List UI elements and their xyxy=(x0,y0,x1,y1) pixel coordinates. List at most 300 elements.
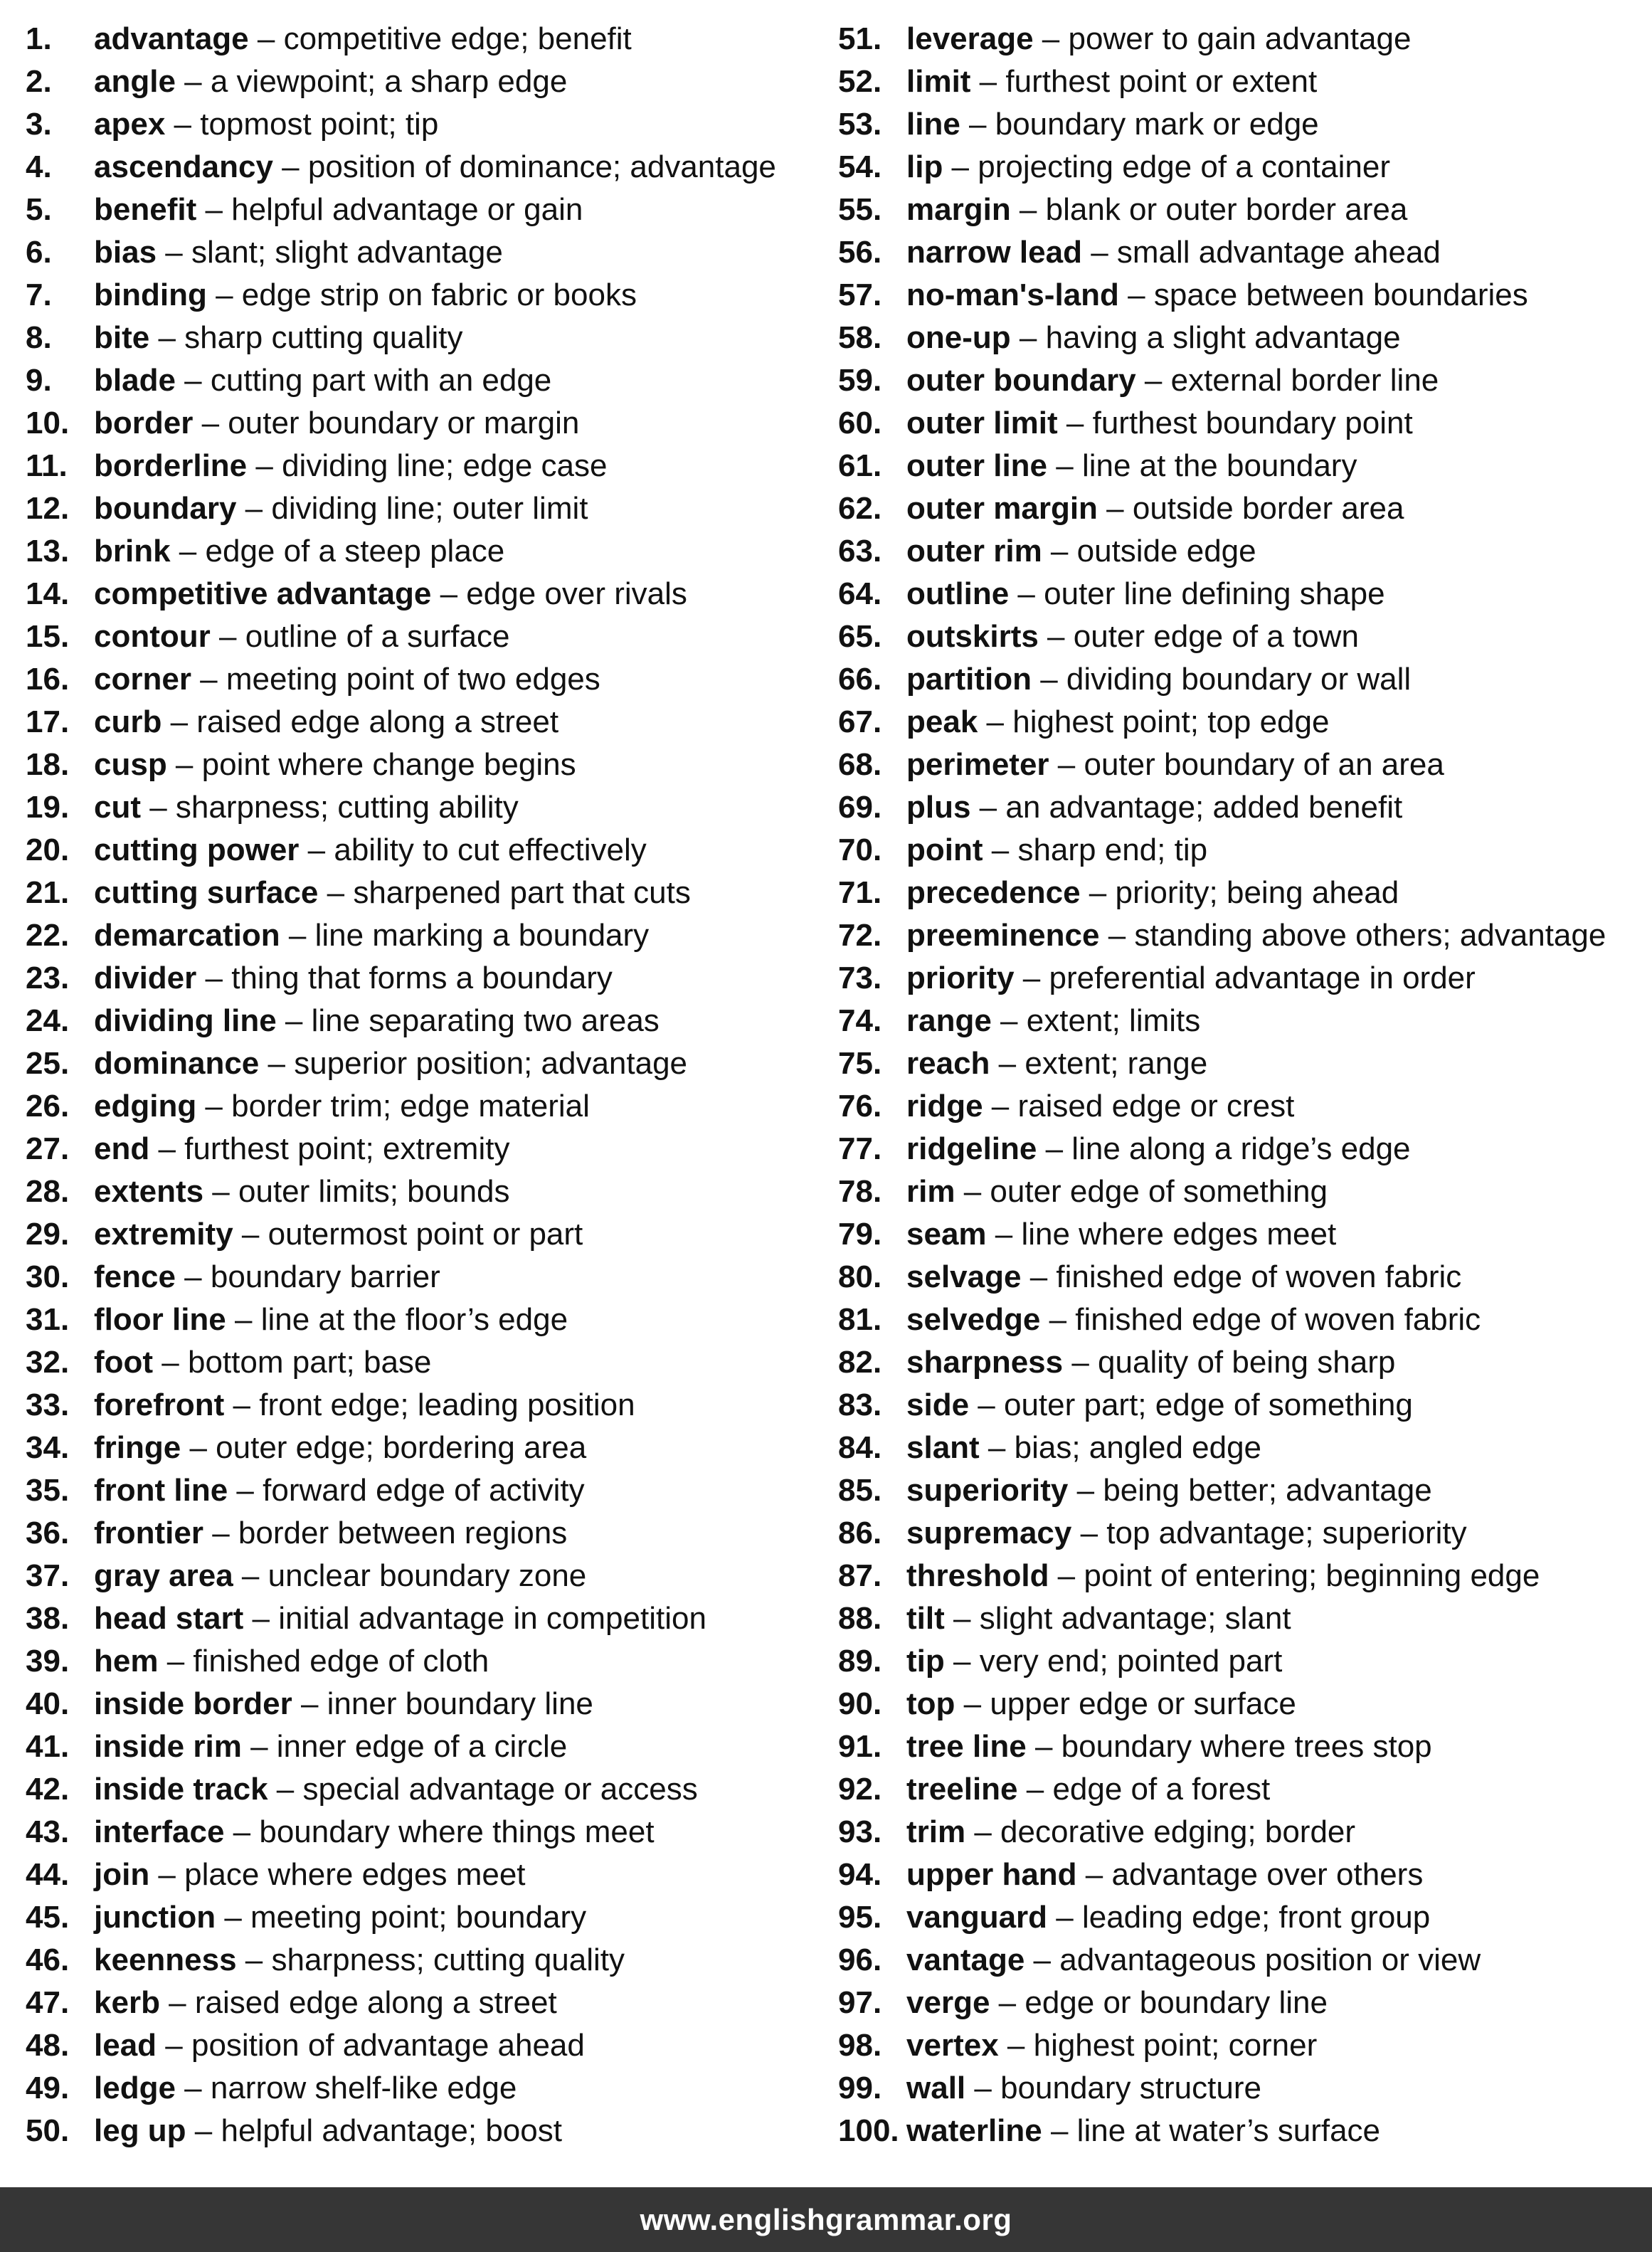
entry-definition: initial advantage in competition xyxy=(278,1601,706,1636)
entry-number: 21. xyxy=(26,875,70,910)
entry-number: 22. xyxy=(26,918,70,953)
entry-number: 59. xyxy=(838,363,882,398)
entry-definition: external border line xyxy=(1170,363,1439,398)
entry-number: 15. xyxy=(26,619,70,654)
entry-term: competitive advantage xyxy=(94,576,432,611)
entry-definition: highest point; corner xyxy=(1033,2028,1318,2063)
entry-term: outer line xyxy=(906,448,1048,483)
entry-term: extremity xyxy=(94,1217,233,1252)
entry-body: side – outer part; edge of something xyxy=(906,1387,1413,1422)
entry-definition: superior position; advantage xyxy=(294,1046,688,1081)
entry-term: superiority xyxy=(906,1473,1069,1508)
footer-banner xyxy=(0,2187,1652,2252)
entry-term: edging xyxy=(94,1089,197,1124)
entry-definition: topmost point; tip xyxy=(200,107,439,142)
entry-number: 74. xyxy=(838,1003,882,1038)
entry-term: head start xyxy=(94,1601,244,1636)
entry-definition: advantage over others xyxy=(1111,1857,1424,1892)
entry-term: rim xyxy=(906,1174,955,1209)
entry-body: waterline – line at water’s surface xyxy=(906,2113,1381,2148)
entry-body: range – extent; limits xyxy=(906,1003,1201,1038)
entry-body: tip – very end; pointed part xyxy=(906,1644,1283,1679)
entry-definition: cutting part with an edge xyxy=(210,363,552,398)
entry-body: upper hand – advantage over others xyxy=(906,1857,1424,1892)
entry-body: inside track – special advantage or access xyxy=(94,1772,698,1807)
entry-term: lead xyxy=(94,2028,157,2063)
entry-number: 27. xyxy=(26,1131,70,1166)
entry-term: selvage xyxy=(906,1259,1022,1294)
entry-term: vanguard xyxy=(906,1900,1048,1935)
entry-definition: furthest boundary point xyxy=(1092,406,1413,440)
entry-term: outskirts xyxy=(906,619,1039,654)
entry-definition: furthest point or extent xyxy=(1005,64,1318,99)
entry-body: ridgeline – line along a ridge’s edge xyxy=(906,1131,1411,1166)
entry-number: 19. xyxy=(26,790,70,825)
entry-body: ascendancy – position of dominance; advantage xyxy=(94,149,776,184)
entry-definition: helpful advantage; boost xyxy=(221,2113,562,2148)
entry-number: 55. xyxy=(838,192,882,227)
entry-term: selvedge xyxy=(906,1302,1041,1337)
entry-body: outskirts – outer edge of a town xyxy=(906,619,1359,654)
entry-definition: space between boundaries xyxy=(1153,277,1528,312)
entry-body: end – furthest point; extremity xyxy=(94,1131,510,1166)
entry-number: 35. xyxy=(26,1473,70,1508)
entry-definition: an advantage; added benefit xyxy=(1005,790,1403,825)
entry-definition: border trim; edge material xyxy=(231,1089,590,1124)
entry-number: 93. xyxy=(838,1814,882,1849)
entry-term: line xyxy=(906,107,960,142)
entry-definition: small advantage ahead xyxy=(1116,235,1441,270)
entry-number: 24. xyxy=(26,1003,70,1038)
entry-definition: outer line defining shape xyxy=(1044,576,1385,611)
entry-term: ridgeline xyxy=(906,1131,1037,1166)
entry-body: fringe – outer edge; bordering area xyxy=(94,1430,587,1465)
entry-definition: line marking a boundary xyxy=(314,918,650,953)
entry-body: borderline – dividing line; edge case xyxy=(94,448,608,483)
entry-definition: ability to cut effectively xyxy=(334,832,647,867)
entry-body: dominance – superior position; advantage xyxy=(94,1046,688,1081)
entry-definition: helpful advantage or gain xyxy=(231,192,583,227)
entry-definition: inner boundary line xyxy=(327,1686,593,1721)
entry-term: frontier xyxy=(94,1516,203,1550)
entry-term: floor line xyxy=(94,1302,226,1337)
entry-number: 40. xyxy=(26,1686,70,1721)
entry-definition: line at the boundary xyxy=(1081,448,1357,483)
entry-number: 14. xyxy=(26,576,70,611)
entry-term: plus xyxy=(906,790,971,825)
entry-body: outline – outer line defining shape xyxy=(906,576,1385,611)
entry-term: benefit xyxy=(94,192,197,227)
entry-term: angle xyxy=(94,64,176,99)
entry-definition: projecting edge of a container xyxy=(978,149,1390,184)
entry-term: advantage xyxy=(94,21,249,56)
entry-term: forefront xyxy=(94,1387,225,1422)
entry-number: 51. xyxy=(838,21,882,56)
entry-term: narrow lead xyxy=(906,235,1082,270)
entry-body: apex – topmost point; tip xyxy=(94,107,439,142)
entry-definition: finished edge of woven fabric xyxy=(1056,1259,1462,1294)
entry-term: corner xyxy=(94,662,191,697)
entry-body: front line – forward edge of activity xyxy=(94,1473,585,1508)
entry-body: priority – preferential advantage in order xyxy=(906,961,1476,995)
entry-term: upper hand xyxy=(906,1857,1077,1892)
entry-number: 69. xyxy=(838,790,882,825)
entry-term: outer rim xyxy=(906,534,1042,569)
entry-definition: highest point; top edge xyxy=(1012,704,1330,739)
entry-body: lip – projecting edge of a container xyxy=(906,149,1390,184)
entry-definition: raised edge or crest xyxy=(1017,1089,1295,1124)
entry-number: 63. xyxy=(838,534,882,569)
entry-definition: inner edge of a circle xyxy=(276,1729,568,1764)
entry-number: 83. xyxy=(838,1387,882,1422)
entry-definition: line at the floor’s edge xyxy=(260,1302,568,1337)
entry-definition: meeting point of two edges xyxy=(226,662,600,697)
entry-number: 73. xyxy=(838,961,882,995)
entry-term: supremacy xyxy=(906,1516,1072,1550)
entry-number: 70. xyxy=(838,832,882,867)
entry-number: 13. xyxy=(26,534,70,569)
entry-number: 33. xyxy=(26,1387,70,1422)
entry-number: 31. xyxy=(26,1302,70,1337)
entry-number: 56. xyxy=(838,235,882,270)
entry-term: leverage xyxy=(906,21,1034,56)
entry-term: outline xyxy=(906,576,1010,611)
entry-term: vertex xyxy=(906,2028,999,2063)
entry-body: boundary – dividing line; outer limit xyxy=(94,491,588,526)
entry-term: limit xyxy=(906,64,971,99)
entry-term: front line xyxy=(94,1473,228,1508)
entry-body: lead – position of advantage ahead xyxy=(94,2028,585,2063)
entry-definition: raised edge along a street xyxy=(194,1985,557,2020)
entry-body: partition – dividing boundary or wall xyxy=(906,662,1412,697)
entry-term: borderline xyxy=(94,448,248,483)
entry-number: 4. xyxy=(26,149,52,184)
entry-term: bias xyxy=(94,235,157,270)
entry-definition: position of advantage ahead xyxy=(191,2028,585,2063)
entry-term: cutting power xyxy=(94,832,300,867)
entry-term: divider xyxy=(94,961,197,995)
entry-body: vantage – advantageous position or view xyxy=(906,1942,1481,1977)
entry-body: tree line – boundary where trees stop xyxy=(906,1729,1432,1764)
entry-term: contour xyxy=(94,619,211,654)
entry-body: vertex – highest point; corner xyxy=(906,2028,1318,2063)
entry-term: vantage xyxy=(906,1942,1025,1977)
entry-number: 94. xyxy=(838,1857,882,1892)
entry-body: vanguard – leading edge; front group xyxy=(906,1900,1431,1935)
entry-term: binding xyxy=(94,277,207,312)
entry-body: outer rim – outside edge xyxy=(906,534,1256,569)
entry-number: 81. xyxy=(838,1302,882,1337)
entry-body: peak – highest point; top edge xyxy=(906,704,1330,739)
entry-body: seam – line where edges meet xyxy=(906,1217,1337,1252)
entry-body: bite – sharp cutting quality xyxy=(94,320,463,355)
entry-term: foot xyxy=(94,1345,154,1380)
entry-term: demarcation xyxy=(94,918,280,953)
entry-body: join – place where edges meet xyxy=(94,1857,526,1892)
entry-body: outer line – line at the boundary xyxy=(906,448,1357,483)
entry-body: junction – meeting point; boundary xyxy=(94,1900,587,1935)
entry-number: 65. xyxy=(838,619,882,654)
entry-body: treeline – edge of a forest xyxy=(906,1772,1271,1807)
entry-term: point xyxy=(906,832,983,867)
entry-body: reach – extent; range xyxy=(906,1046,1208,1081)
entry-definition: outer edge of a town xyxy=(1073,619,1359,654)
entry-body: dividing line – line separating two areas xyxy=(94,1003,660,1038)
entry-number: 97. xyxy=(838,1985,882,2020)
entry-definition: outline of a surface xyxy=(245,619,510,654)
entry-body: point – sharp end; tip xyxy=(906,832,1208,867)
entry-number: 23. xyxy=(26,961,70,995)
entry-term: margin xyxy=(906,192,1011,227)
entry-term: dominance xyxy=(94,1046,260,1081)
entry-body: outer limit – furthest boundary point xyxy=(906,406,1413,440)
entry-body: top – upper edge or surface xyxy=(906,1686,1296,1721)
entry-body: competitive advantage – edge over rivals xyxy=(94,576,687,611)
entry-definition: line along a ridge’s edge xyxy=(1071,1131,1411,1166)
entry-number: 71. xyxy=(838,875,882,910)
entry-body: rim – outer edge of something xyxy=(906,1174,1328,1209)
entry-body: extremity – outermost point or part xyxy=(94,1217,583,1252)
entry-term: threshold xyxy=(906,1558,1049,1593)
entry-body: verge – edge or boundary line xyxy=(906,1985,1328,2020)
entry-body: foot – bottom part; base xyxy=(94,1345,432,1380)
entry-number: 30. xyxy=(26,1259,70,1294)
entry-definition: outer boundary or margin xyxy=(228,406,580,440)
entry-term: inside rim xyxy=(94,1729,242,1764)
entry-number: 61. xyxy=(838,448,882,483)
entry-body: divider – thing that forms a boundary xyxy=(94,961,613,995)
entry-term: fence xyxy=(94,1259,176,1294)
entry-number: 85. xyxy=(838,1473,882,1508)
entry-body: interface – boundary where things meet xyxy=(94,1814,655,1849)
entry-definition: edge of a forest xyxy=(1052,1772,1271,1807)
entry-term: hem xyxy=(94,1644,159,1679)
entry-body: corner – meeting point of two edges xyxy=(94,662,600,697)
entry-definition: quality of being sharp xyxy=(1098,1345,1396,1380)
entry-body: blade – cutting part with an edge xyxy=(94,363,552,398)
entry-body: precedence – priority; being ahead xyxy=(906,875,1399,910)
entry-body: sharpness – quality of being sharp xyxy=(906,1345,1396,1380)
entry-number: 47. xyxy=(26,1985,70,2020)
entry-definition: outermost point or part xyxy=(268,1217,583,1252)
entry-number: 48. xyxy=(26,2028,70,2063)
entry-term: boundary xyxy=(94,491,237,526)
entry-term: border xyxy=(94,406,194,440)
entry-body: wall – boundary structure xyxy=(906,2071,1261,2105)
entry-body: supremacy – top advantage; superiority xyxy=(906,1516,1467,1550)
entry-term: extents xyxy=(94,1174,204,1209)
entry-definition: front edge; leading position xyxy=(259,1387,635,1422)
entry-number: 92. xyxy=(838,1772,882,1807)
entry-body: plus – an advantage; added benefit xyxy=(906,790,1403,825)
entry-number: 66. xyxy=(838,662,882,697)
entry-body: frontier – border between regions xyxy=(94,1516,568,1550)
entry-body: advantage – competitive edge; benefit xyxy=(94,21,632,56)
entry-term: partition xyxy=(906,662,1032,697)
entry-definition: sharpness; cutting ability xyxy=(175,790,519,825)
entry-term: tip xyxy=(906,1644,945,1679)
entry-term: perimeter xyxy=(906,747,1049,782)
entry-number: 72. xyxy=(838,918,882,953)
entry-number: 80. xyxy=(838,1259,882,1294)
entry-term: ridge xyxy=(906,1089,983,1124)
entry-number: 77. xyxy=(838,1131,882,1166)
entry-number: 67. xyxy=(838,704,882,739)
entry-term: outer boundary xyxy=(906,363,1136,398)
entry-number: 82. xyxy=(838,1345,882,1380)
entry-term: cutting surface xyxy=(94,875,319,910)
entry-term: keenness xyxy=(94,1942,237,1977)
entry-definition: forward edge of activity xyxy=(263,1473,585,1508)
entry-number: 8. xyxy=(26,320,52,355)
entry-body: margin – blank or outer border area xyxy=(906,192,1408,227)
entry-number: 43. xyxy=(26,1814,70,1849)
entry-definition: being better; advantage xyxy=(1103,1473,1432,1508)
entry-number: 32. xyxy=(26,1345,70,1380)
entry-term: side xyxy=(906,1387,970,1422)
entry-body: narrow lead – small advantage ahead xyxy=(906,235,1441,270)
entry-definition: point of entering; beginning edge xyxy=(1084,1558,1540,1593)
entry-term: kerb xyxy=(94,1985,160,2020)
entry-definition: point where change begins xyxy=(201,747,576,782)
entry-number: 26. xyxy=(26,1089,70,1124)
entry-term: priority xyxy=(906,961,1015,995)
entry-body: superiority – being better; advantage xyxy=(906,1473,1432,1508)
entry-definition: leading edge; front group xyxy=(1081,1900,1431,1935)
entry-definition: slight advantage; slant xyxy=(979,1601,1291,1636)
entry-body: binding – edge strip on fabric or books xyxy=(94,277,637,312)
entry-term: wall xyxy=(906,2071,966,2105)
entry-body: preeminence – standing above others; advantage xyxy=(906,918,1606,953)
entry-number: 87. xyxy=(838,1558,882,1593)
entry-term: join xyxy=(94,1857,150,1892)
entry-number: 96. xyxy=(838,1942,882,1977)
entry-number: 44. xyxy=(26,1857,70,1892)
entry-number: 62. xyxy=(838,491,882,526)
entry-term: no-man's-land xyxy=(906,277,1119,312)
entry-number: 57. xyxy=(838,277,882,312)
entry-number: 3. xyxy=(26,107,52,142)
entry-body: head start – initial advantage in competition xyxy=(94,1601,706,1636)
footer-url: www.englishgrammar.org xyxy=(640,2203,1012,2236)
entry-definition: dividing boundary or wall xyxy=(1066,662,1412,697)
entry-body: no-man's-land – space between boundaries xyxy=(906,277,1528,312)
entry-number: 37. xyxy=(26,1558,70,1593)
entry-definition: dividing line; outer limit xyxy=(271,491,588,526)
entry-definition: outer part; edge of something xyxy=(1003,1387,1413,1422)
entry-definition: border between regions xyxy=(238,1516,568,1550)
entry-definition: outer limits; bounds xyxy=(238,1174,510,1209)
entry-definition: power to gain advantage xyxy=(1068,21,1412,56)
entry-number: 29. xyxy=(26,1217,70,1252)
entry-number: 84. xyxy=(838,1430,882,1465)
entry-number: 50. xyxy=(26,2113,70,2148)
entry-term: end xyxy=(94,1131,150,1166)
entry-number: 91. xyxy=(838,1729,882,1764)
entry-term: precedence xyxy=(906,875,1081,910)
entry-definition: narrow shelf-like edge xyxy=(210,2071,517,2105)
entry-number: 25. xyxy=(26,1046,70,1081)
entry-number: 2. xyxy=(26,64,52,99)
entry-definition: standing above others; advantage xyxy=(1134,918,1606,953)
entry-definition: extent; range xyxy=(1024,1046,1208,1081)
entry-definition: unclear boundary zone xyxy=(268,1558,587,1593)
entry-number: 46. xyxy=(26,1942,70,1977)
entry-number: 18. xyxy=(26,747,70,782)
entry-body: gray area – unclear boundary zone xyxy=(94,1558,587,1593)
entry-definition: special advantage or access xyxy=(302,1772,698,1807)
entry-body: brink – edge of a steep place xyxy=(94,534,505,569)
entry-number: 86. xyxy=(838,1516,882,1550)
entry-number: 99. xyxy=(838,2071,882,2105)
entry-body: ledge – narrow shelf-like edge xyxy=(94,2071,517,2105)
entry-number: 58. xyxy=(838,320,882,355)
entry-body: edging – border trim; edge material xyxy=(94,1089,590,1124)
entry-term: slant xyxy=(906,1430,980,1465)
entry-number: 9. xyxy=(26,363,52,398)
entry-body: angle – a viewpoint; a sharp edge xyxy=(94,64,568,99)
entry-definition: line at water’s surface xyxy=(1076,2113,1381,2148)
entry-definition: outside border area xyxy=(1132,491,1404,526)
entry-term: cut xyxy=(94,790,141,825)
entry-number: 90. xyxy=(838,1686,882,1721)
entry-definition: advantageous position or view xyxy=(1059,1942,1481,1977)
entry-body: perimeter – outer boundary of an area xyxy=(906,747,1444,782)
entry-definition: edge or boundary line xyxy=(1024,1985,1328,2020)
entry-number: 49. xyxy=(26,2071,70,2105)
entry-definition: line separating two areas xyxy=(311,1003,660,1038)
entry-body: slant – bias; angled edge xyxy=(906,1430,1262,1465)
entry-definition: bias; angled edge xyxy=(1014,1430,1262,1465)
entry-number: 28. xyxy=(26,1174,70,1209)
entry-number: 100. xyxy=(838,2113,899,2148)
entry-body: cutting power – ability to cut effectively xyxy=(94,832,647,867)
entry-number: 17. xyxy=(26,704,70,739)
entry-term: fringe xyxy=(94,1430,181,1465)
entry-definition: meeting point; boundary xyxy=(250,1900,587,1935)
entry-term: ascendancy xyxy=(94,149,273,184)
entry-definition: top advantage; superiority xyxy=(1106,1516,1467,1550)
entry-definition: finished edge of cloth xyxy=(193,1644,489,1679)
entry-body: selvedge – finished edge of woven fabric xyxy=(906,1302,1481,1337)
entry-term: treeline xyxy=(906,1772,1018,1807)
entry-term: inside border xyxy=(94,1686,292,1721)
entry-body: bias – slant; slight advantage xyxy=(94,235,503,270)
entry-term: seam xyxy=(906,1217,987,1252)
entry-definition: outside edge xyxy=(1076,534,1256,569)
entry-definition: furthest point; extremity xyxy=(184,1131,510,1166)
entry-term: waterline xyxy=(906,2113,1042,2148)
entry-definition: sharp end; tip xyxy=(1017,832,1208,867)
entry-body: tilt – slight advantage; slant xyxy=(906,1601,1291,1636)
entry-number: 45. xyxy=(26,1900,70,1935)
entry-definition: sharpened part that cuts xyxy=(353,875,691,910)
entry-term: ledge xyxy=(94,2071,176,2105)
entry-number: 39. xyxy=(26,1644,70,1679)
entry-term: junction xyxy=(94,1900,216,1935)
entry-number: 12. xyxy=(26,491,70,526)
entry-definition: finished edge of woven fabric xyxy=(1075,1302,1481,1337)
entry-definition: edge strip on fabric or books xyxy=(241,277,637,312)
entry-body: forefront – front edge; leading position xyxy=(94,1387,635,1422)
entry-term: tree line xyxy=(906,1729,1027,1764)
entry-term: inside track xyxy=(94,1772,268,1807)
entry-definition: upper edge or surface xyxy=(990,1686,1296,1721)
entry-number: 34. xyxy=(26,1430,70,1465)
entry-term: blade xyxy=(94,363,176,398)
entry-body: cusp – point where change begins xyxy=(94,747,576,782)
entry-number: 75. xyxy=(838,1046,882,1081)
